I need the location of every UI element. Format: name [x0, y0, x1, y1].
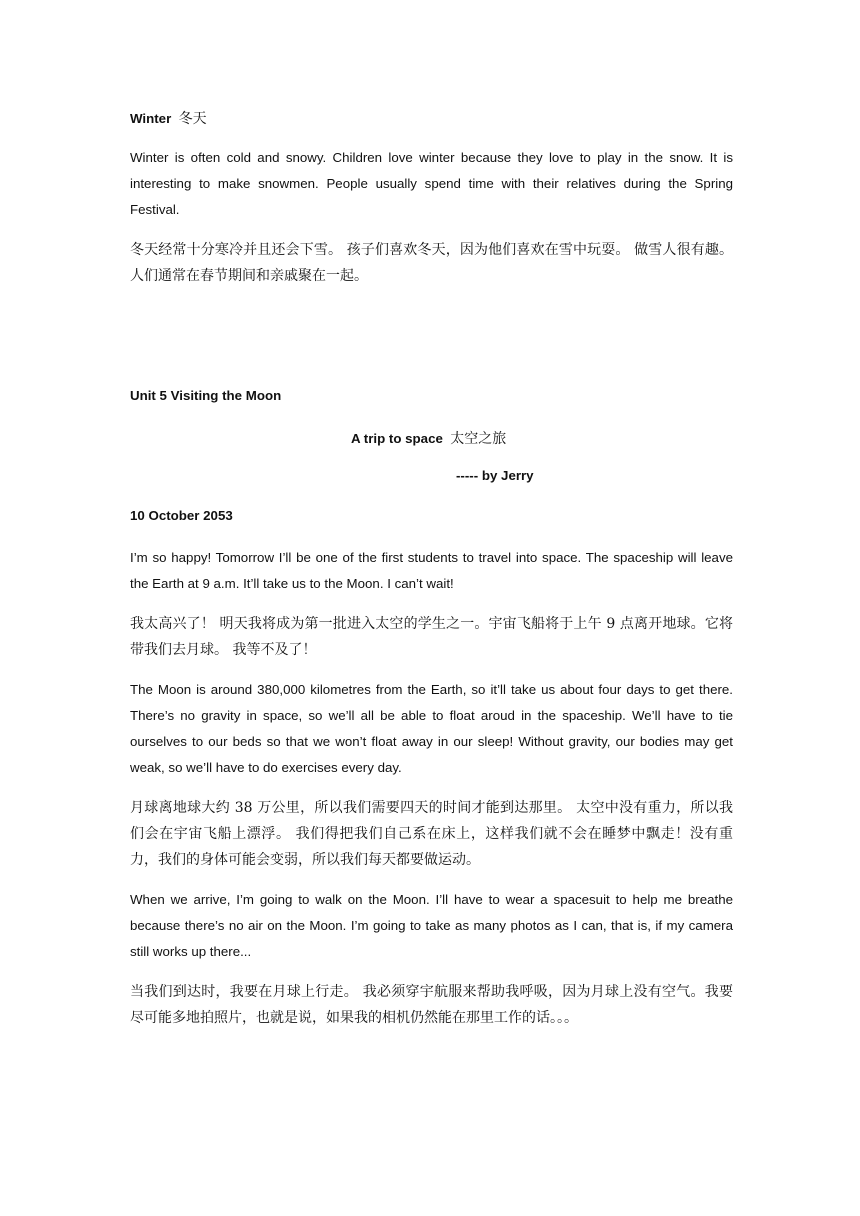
paragraph-2-en: The Moon is around 380,000 kilometres from the Earth, so it’ll take us about four days to get there. There’s no gravity in space, so we’ll all be able to float aroud in the spaceship. We’ll have to tie ourselves to our beds so that we won’t float away in our sleep! Without gravity, our bodies may get weak, so we’ll have to do exercises every day.	[130, 682, 733, 775]
diary-date: 10 October 2053	[130, 508, 233, 523]
paragraph-1-en: I’m so happy! Tomorrow I’ll be one of the first students to travel into space. The spaceship will leave the Earth at 9 a.m. It’ll take us to the Moon. I can’t wait!	[130, 550, 733, 591]
story-title	[351, 428, 506, 448]
winter-title-en: Winter	[130, 111, 172, 126]
winter-heading	[130, 108, 733, 128]
paragraph-1-zh: 我太高兴了！ 明天我将成为第一批进入太空的学生之一。宇宙飞船将于上午 9 点离开地球。它将带我们去月球。 我等不及了！	[130, 616, 733, 658]
paragraph-2-zh: 月球离地球大约 38 万公里，所以我们需要四天的时间才能到达那里。 太空中没有重力，所以我们会在宇宙飞船上漂浮。 我们得把我们自己系在床上，这样我们就不会在睡梦中飘走！没有重力，我们的身体可能会变弱，所以我们每天都要做运动。	[130, 800, 733, 868]
winter-paragraph-zh: 冬天经常十分寒冷并且还会下雪。 孩子们喜欢冬天，因为他们喜欢在雪中玩耍。 做雪人很有趣。 人们通常在春节期间和亲戚聚在一起。	[130, 242, 733, 284]
story-title-en: A trip to space	[351, 431, 443, 446]
winter-title-zh: 冬天	[178, 111, 207, 127]
paragraph-3-zh: 当我们到达时，我要在月球上行走。 我必须穿宇航服来帮助我呼吸，因为月球上没有空气。我要尽可能多地拍照片，也就是说，如果我的相机仍然能在那里工作的话。。。	[130, 984, 733, 1026]
paragraph-3-en: When we arrive, I’m going to walk on the Moon. I’ll have to wear a spacesuit to help me breathe because there’s no air on the Moon. I’m going to take as many photos as I can, that is, if my camera still works up there...	[130, 892, 733, 959]
story-title-zh: 太空之旅	[450, 431, 507, 447]
story-author: ----- by Jerry	[456, 468, 534, 483]
winter-paragraph-en: Winter is often cold and snowy. Children love winter because they love to play in the snow. It is interesting to make snowmen. People usually spend time with their relatives during the Spring Festival.	[130, 150, 733, 217]
unit-heading: Unit 5 Visiting the Moon	[130, 388, 282, 403]
